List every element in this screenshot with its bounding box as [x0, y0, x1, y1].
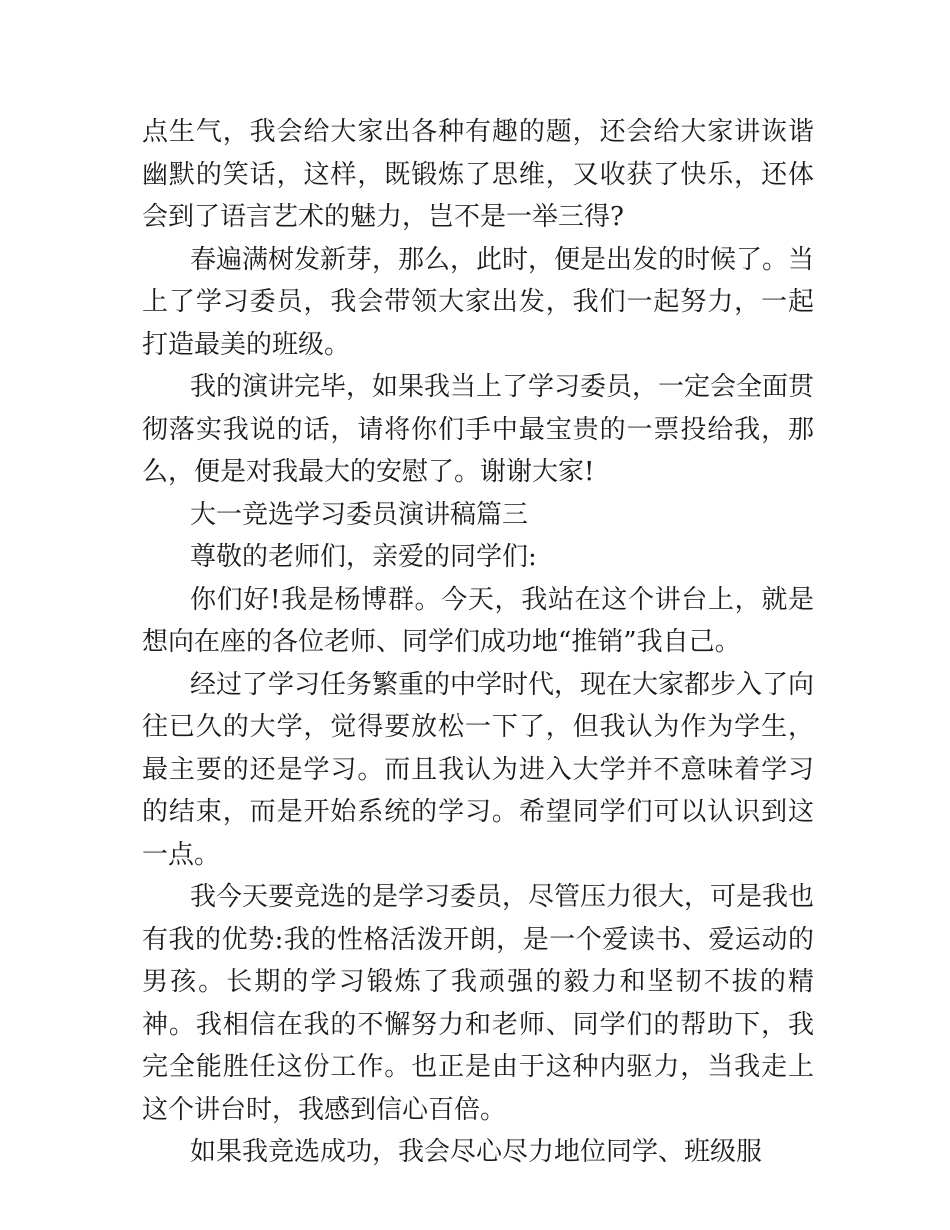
document-body	[142, 111, 814, 1174]
salutation: 尊敬的老师们，亲爱的同学们:	[190, 542, 537, 572]
section-heading: 大一竞选学习委员演讲稿篇三	[190, 499, 529, 530]
paragraph-7: 经过了学习任务繁重的中学时代，现在大家都步入了向往已久的大学，觉得要放松一下了，但我认为作为学生，最主要的还是学习。而且我认为进入大学并不意味着学习的结束，而是开始系统的学习。希望同学们可以认识到这一点。	[142, 669, 815, 870]
paragraph-8: 我今天要竞选的是学习委员，尽管压力很大，可是我也有我的优势:我的性格活泼开朗，是一个爱读书、爱运动的男孩。长期的学习锻炼了我顽强的毅力和坚韧不拔的精神。我相信在我的不懈努力和老师、同学们的帮助下，我完全能胜任这份工作。也正是由于这种内驱力，当我走上这个讲台时，我感到信心百倍。	[142, 882, 815, 1125]
paragraph-1: 点生气，我会给大家出各种有趣的题，还会给大家讲诙谐幽默的笑话，这样，既锻炼了思维，又收获了快乐，还体会到了语言艺术的魅力，岂不是一举三得?	[142, 117, 814, 232]
paragraph-6: 你们好!我是杨博群。今天，我站在这个讲台上，就是想向在座的各位老师、同学们成功地“推销”我自己。	[142, 584, 814, 657]
paragraph-9: 如果我竞选成功，我会尽心尽力地位同学、班级服	[190, 1137, 763, 1167]
paragraph-2: 春遍满树发新芽，那么，此时，便是出发的时候了。当上了学习委员，我会带领大家出发，我们一起努力，一起打造最美的班级。	[142, 244, 815, 360]
paragraph-3: 我的演讲完毕，如果我当上了学习委员，一定会全面贯彻落实我说的话，请将你们手中最宝贵的一票投给我，那么，便是对我最大的安慰了。谢谢大家!	[142, 372, 815, 487]
